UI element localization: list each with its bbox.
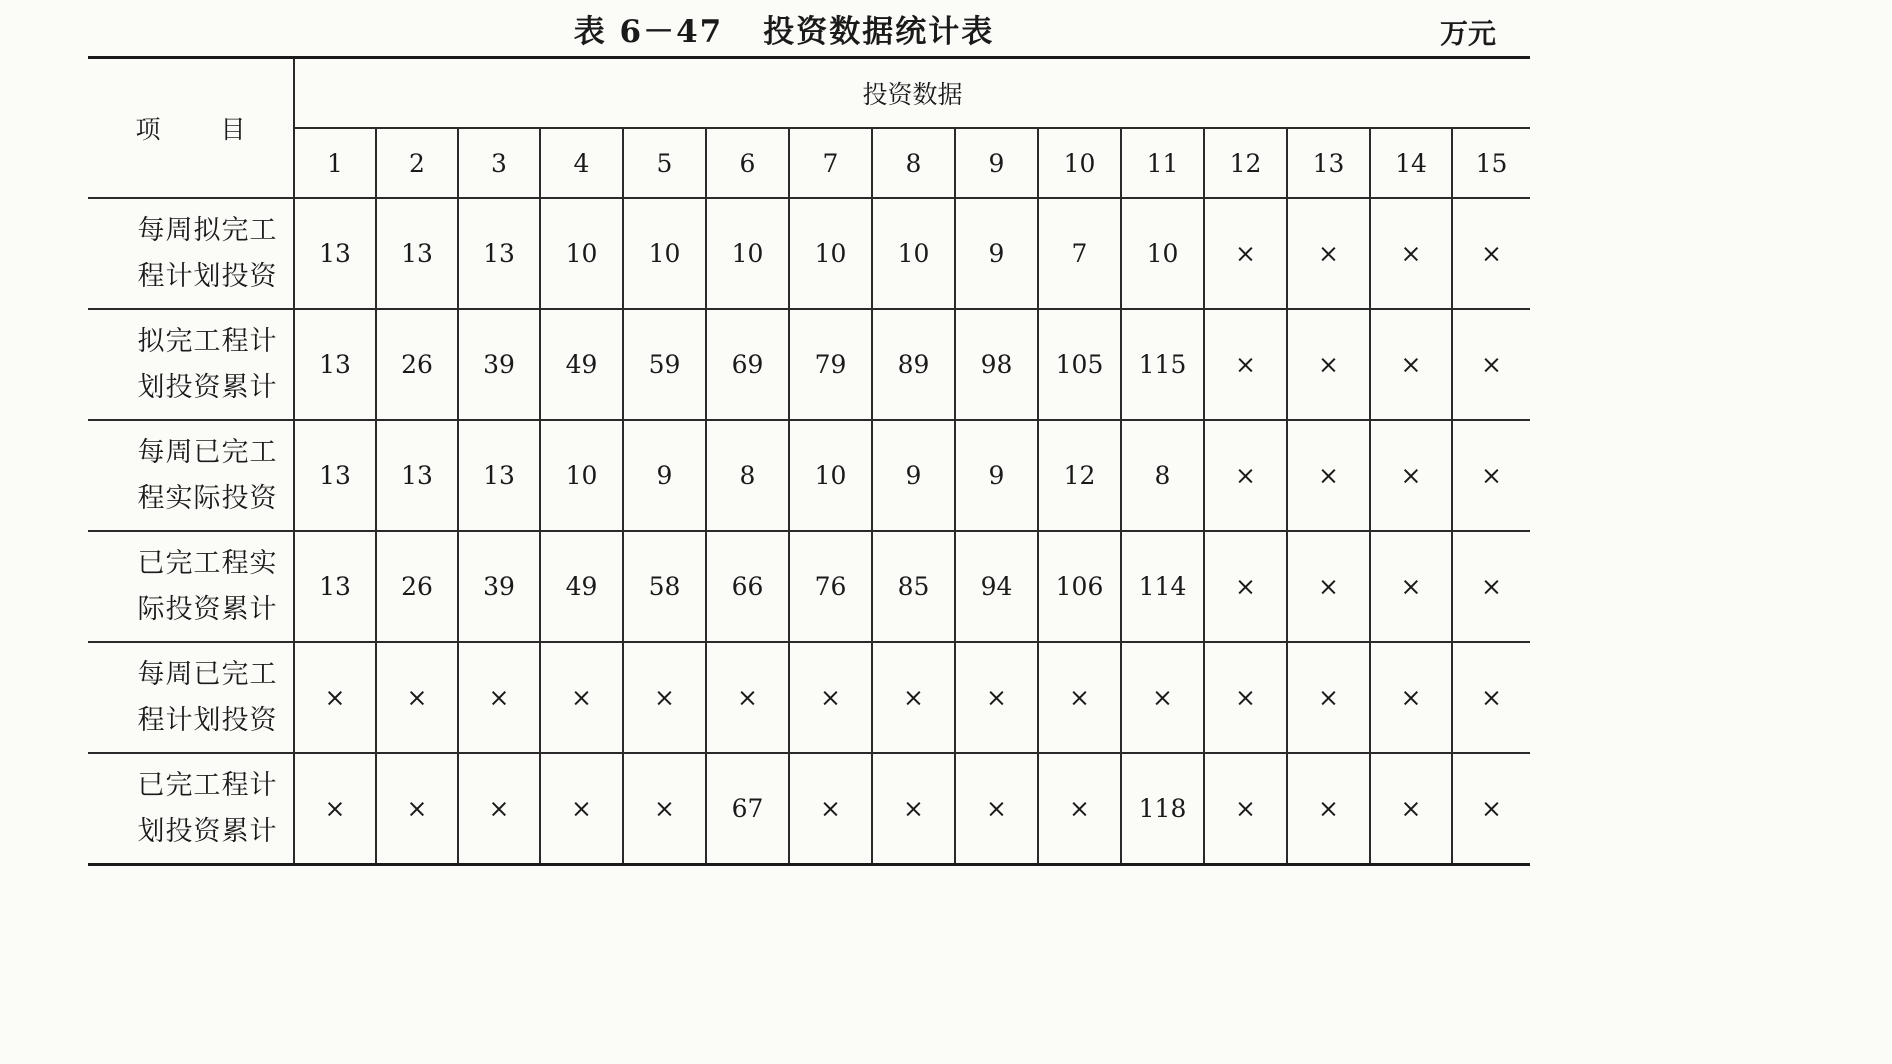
table-cell: × bbox=[376, 753, 458, 865]
week-number-header: 1 bbox=[294, 128, 376, 198]
row-label bbox=[88, 642, 294, 753]
row-label-line: 每周已完工 bbox=[137, 436, 278, 468]
row-label bbox=[88, 198, 294, 309]
table-cell: 85 bbox=[872, 531, 955, 642]
table-cell: 39 bbox=[458, 309, 540, 420]
table-cell: 115 bbox=[1121, 309, 1204, 420]
row-label-line: 划投资累计 bbox=[137, 815, 278, 847]
table-cell: × bbox=[1370, 198, 1452, 309]
table-cell: 10 bbox=[872, 198, 955, 309]
week-number-header: 7 bbox=[789, 128, 872, 198]
table-cell: × bbox=[1038, 642, 1121, 753]
table-cell: × bbox=[1452, 420, 1530, 531]
week-number-header: 11 bbox=[1121, 128, 1204, 198]
investment-data-table bbox=[88, 56, 1530, 866]
table-cell: × bbox=[294, 642, 376, 753]
table-cell: × bbox=[1204, 198, 1287, 309]
table-cell: 13 bbox=[294, 531, 376, 642]
row-label bbox=[88, 753, 294, 865]
week-number-header: 5 bbox=[623, 128, 706, 198]
table-cell: 13 bbox=[294, 309, 376, 420]
table-cell: 26 bbox=[376, 309, 458, 420]
table-cell: × bbox=[1452, 309, 1530, 420]
table-cell: × bbox=[1370, 753, 1452, 865]
table-cell: 76 bbox=[789, 531, 872, 642]
table-cell: 59 bbox=[623, 309, 706, 420]
table-cell: 79 bbox=[789, 309, 872, 420]
table-cell: 58 bbox=[623, 531, 706, 642]
week-number-header: 2 bbox=[376, 128, 458, 198]
table-cell: 89 bbox=[872, 309, 955, 420]
table-cell: 118 bbox=[1121, 753, 1204, 865]
row-label-line: 已完工程计 bbox=[137, 769, 278, 801]
table-cell: × bbox=[1370, 642, 1452, 753]
table-cell: × bbox=[1287, 531, 1370, 642]
table-number: 表 6－47 bbox=[573, 14, 724, 50]
table-cell: × bbox=[1452, 531, 1530, 642]
week-number-header: 10 bbox=[1038, 128, 1121, 198]
table-cell: × bbox=[623, 753, 706, 865]
table-cell: × bbox=[1452, 198, 1530, 309]
table-cell: × bbox=[1204, 531, 1287, 642]
table-cell: × bbox=[1452, 753, 1530, 865]
row-label-line: 拟完工程计 bbox=[137, 325, 278, 357]
table-row bbox=[88, 753, 1530, 865]
table-cell: 49 bbox=[540, 309, 623, 420]
table-cell: 9 bbox=[955, 198, 1038, 309]
table-cell: 8 bbox=[706, 420, 789, 531]
row-label-line: 际投资累计 bbox=[137, 593, 278, 625]
table-row bbox=[88, 198, 1530, 309]
table-cell: × bbox=[955, 642, 1038, 753]
week-number-header: 4 bbox=[540, 128, 623, 198]
table-cell: × bbox=[1370, 309, 1452, 420]
table-cell: × bbox=[1287, 198, 1370, 309]
table-title bbox=[0, 6, 1568, 51]
table-cell: 13 bbox=[294, 198, 376, 309]
table-cell: 94 bbox=[955, 531, 1038, 642]
table-cell: 8 bbox=[1121, 420, 1204, 531]
table-cell: × bbox=[540, 753, 623, 865]
table-cell: 69 bbox=[706, 309, 789, 420]
table-cell: × bbox=[1038, 753, 1121, 865]
table-cell: 10 bbox=[789, 420, 872, 531]
row-label bbox=[88, 531, 294, 642]
row-label bbox=[88, 420, 294, 531]
table-cell: × bbox=[1287, 309, 1370, 420]
table-cell: × bbox=[1287, 642, 1370, 753]
table-cell: 9 bbox=[872, 420, 955, 531]
table-cell: × bbox=[376, 642, 458, 753]
table-cell: × bbox=[872, 753, 955, 865]
week-number-header: 13 bbox=[1287, 128, 1370, 198]
table-cell: 13 bbox=[376, 420, 458, 531]
table-cell: 67 bbox=[706, 753, 789, 865]
item-column-header: 项 目 bbox=[88, 58, 294, 199]
table-cell: × bbox=[1204, 642, 1287, 753]
table-cell: × bbox=[1452, 642, 1530, 753]
table-cell: 7 bbox=[1038, 198, 1121, 309]
row-label bbox=[88, 309, 294, 420]
week-number-header: 12 bbox=[1204, 128, 1287, 198]
row-label-line: 已完工程实 bbox=[137, 547, 278, 579]
week-number-header: 8 bbox=[872, 128, 955, 198]
week-number-header: 6 bbox=[706, 128, 789, 198]
table-cell: × bbox=[294, 753, 376, 865]
week-number-header: 15 bbox=[1452, 128, 1530, 198]
table-cell: 10 bbox=[1121, 198, 1204, 309]
table-cell: × bbox=[1287, 420, 1370, 531]
table-cell: × bbox=[872, 642, 955, 753]
table-cell: 13 bbox=[294, 420, 376, 531]
table-cell: 10 bbox=[789, 198, 872, 309]
table-cell: × bbox=[458, 642, 540, 753]
table-cell: 10 bbox=[623, 198, 706, 309]
table-cell: 9 bbox=[955, 420, 1038, 531]
table-cell: 12 bbox=[1038, 420, 1121, 531]
table-cell: 49 bbox=[540, 531, 623, 642]
week-number-header: 9 bbox=[955, 128, 1038, 198]
week-number-header: 14 bbox=[1370, 128, 1452, 198]
table-cell: × bbox=[1121, 642, 1204, 753]
week-number-header: 3 bbox=[458, 128, 540, 198]
table-row bbox=[88, 309, 1530, 420]
table-cell: 9 bbox=[623, 420, 706, 531]
investment-data-group-header: 投资数据 bbox=[294, 58, 1530, 129]
table-cell: × bbox=[1370, 531, 1452, 642]
table-cell: 106 bbox=[1038, 531, 1121, 642]
table-cell: × bbox=[540, 642, 623, 753]
table-row bbox=[88, 420, 1530, 531]
table-row bbox=[88, 642, 1530, 753]
table-row bbox=[88, 531, 1530, 642]
table-cell: × bbox=[1370, 420, 1452, 531]
row-label-line: 每周已完工 bbox=[137, 658, 278, 690]
table-cell: 10 bbox=[540, 198, 623, 309]
table-cell: 39 bbox=[458, 531, 540, 642]
table-cell: × bbox=[789, 642, 872, 753]
table-cell: 114 bbox=[1121, 531, 1204, 642]
table-cell: 105 bbox=[1038, 309, 1121, 420]
table-cell: × bbox=[1204, 753, 1287, 865]
table-cell: 13 bbox=[376, 198, 458, 309]
header-row-group bbox=[88, 58, 1530, 129]
row-label-line: 每周拟完工 bbox=[137, 214, 278, 246]
header-row-weeks bbox=[88, 128, 1530, 198]
table-cell: × bbox=[1204, 420, 1287, 531]
table-cell: × bbox=[706, 642, 789, 753]
row-label-line: 程计划投资 bbox=[137, 260, 278, 292]
row-label-line: 划投资累计 bbox=[137, 371, 278, 403]
table-cell: 10 bbox=[706, 198, 789, 309]
table-cell: × bbox=[623, 642, 706, 753]
table-cell: 10 bbox=[540, 420, 623, 531]
table-cell: 98 bbox=[955, 309, 1038, 420]
row-label-line: 程计划投资 bbox=[137, 704, 278, 736]
table-cell: 26 bbox=[376, 531, 458, 642]
table-cell: × bbox=[789, 753, 872, 865]
table-cell: × bbox=[1287, 753, 1370, 865]
table-cell: × bbox=[955, 753, 1038, 865]
table-title-text: 投资数据统计表 bbox=[763, 14, 995, 50]
unit-label: 万元 bbox=[1440, 17, 1497, 50]
table-cell: 13 bbox=[458, 198, 540, 309]
table-cell: 13 bbox=[458, 420, 540, 531]
row-label-line: 程实际投资 bbox=[137, 482, 278, 514]
table-cell: × bbox=[458, 753, 540, 865]
table-cell: × bbox=[1204, 309, 1287, 420]
table-cell: 66 bbox=[706, 531, 789, 642]
